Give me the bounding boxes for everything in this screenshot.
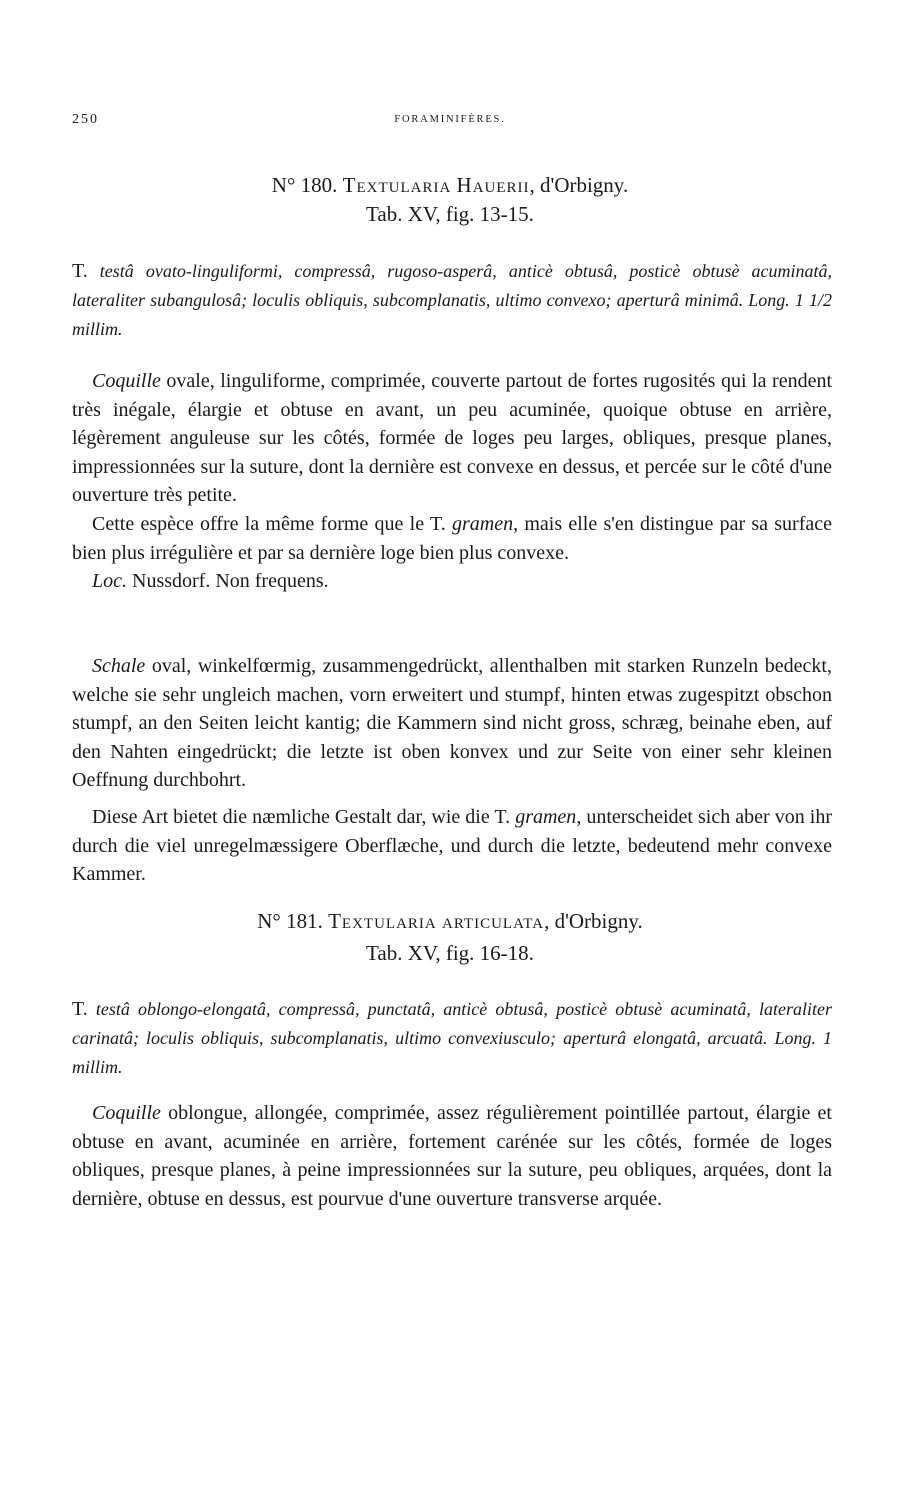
running-title: FORAMINIFÈRES. (394, 114, 506, 125)
german-description (72, 652, 832, 795)
diagnosis-text: testâ oblongo-elongatâ, compressâ, punctatâ, anticè obtusâ, posticè obtusè acuminatâ, lateraliter carinatâ; loculis obliquis, subcomplanatis, ultimo convexiusculo; aperturâ elongatâ, arcuatâ. Long. 1 millim. (72, 999, 833, 1077)
german-term: Schale (92, 655, 146, 677)
french-description-text: oblongue, allongée, comprimée, assez régulièrement pointillée partout, élargie et obtuse en avant, acuminée en arrière, fortement carénée sur les côtés, formée de loges obliques, presque planes, à peine impressionnées sur la suture, peu obliques, arquées, dont la dernière, obtuse en dessus, est pourvue d'une ouverture transverse arquée. (72, 1102, 832, 1210)
species-180-heading (0, 170, 900, 200)
species-181-plate: Tab. XV, fig. 16-18. (366, 941, 534, 965)
species-181-french (72, 1099, 832, 1213)
comparison-species: gramen (515, 805, 577, 828)
author: , d'Orbigny. (529, 173, 629, 197)
species-number: N° 181. (257, 909, 323, 933)
species-180-french (72, 367, 832, 596)
diagnosis-text: testâ ovato-linguliformi, compressâ, rugoso-asperâ, anticè obtusâ, posticè obtusè acuminatâ, lateraliter subangulosâ; loculis obliquis, subcomplanatis, ultimo convexo; aperturâ minimâ. Long. 1 1/2 millim. (72, 261, 833, 339)
page-number: 250 (72, 112, 99, 127)
french-description-text: ovale, linguliforme, comprimée, couverte partout de fortes rugosités qui la rendent très inégale, élargie et obtuse en avant, un peu acuminée, quoique obtuse en arrière, légèrement anguleuse sur les côtés, formée de loges peu larges, obliques, presque planes, impressionnées sur la suture, dont la dernière est convexe en dessus, et percée sur le côté d'une ouverture très petite. (72, 370, 832, 507)
comparison-species: gramen (451, 512, 514, 535)
running-head (0, 112, 900, 132)
author: , d'Orbigny. (544, 909, 643, 933)
species-name: Hauerii (456, 173, 530, 197)
diagnosis-lead: T. (72, 998, 88, 1020)
french-term: Coquille (92, 1102, 161, 1124)
locality-label: Loc. (92, 570, 127, 593)
species-180-plate: Tab. XV, fig. 13-15. (366, 202, 534, 226)
german-comparison (72, 803, 832, 889)
species-name: articulata (442, 909, 545, 933)
species-180-german (72, 652, 832, 889)
german-description-text: oval, winkelfœrmig, zusammengedrückt, allenthalben mit starken Runzeln bedeckt, welche sie sehr ungleich machen, vorn erweitert und stumpf, hinten etwas zugespitzt obschon stumpf, an den Seiten leicht kantig; die Kammern sind nicht gross, schræg, beinahe eben, auf den Nahten eingedrückt; die letzte ist oben konvex und zur Seite von einer sehr kleinen Oeffnung durchbohrt. (72, 655, 832, 792)
locality (72, 567, 832, 596)
german-comparison-rest: , unterscheidet sich aber von ihr durch die viel unregelmæssigere Oberflæche, und durch die letzte, bedeutend mehr convexe Kammer. (72, 805, 832, 886)
german-comparison-text: Diese Art bietet die næmliche Gestalt dar, wie die T. (92, 805, 516, 828)
french-comparison-rest: , mais elle s'en distingue par sa surface bien plus irrégulière et par sa dernière loge bien plus convexe. (72, 512, 833, 564)
french-description (72, 367, 832, 510)
species-number: N° 180. (271, 173, 338, 197)
genus-name: Textularia (328, 909, 437, 933)
locality-text: Nussdorf. Non frequens. (127, 570, 329, 593)
genus-name: Textularia (342, 173, 452, 197)
french-description (72, 1099, 832, 1213)
french-comparison (72, 510, 832, 567)
species-181-heading (0, 906, 900, 936)
diagnosis-lead: T. (72, 260, 88, 282)
species-180-diagnosis (72, 257, 832, 344)
french-comparison-text: Cette espèce offre la même forme que le T. (92, 512, 452, 535)
french-term: Coquille (92, 370, 161, 392)
species-181-diagnosis (72, 995, 832, 1082)
